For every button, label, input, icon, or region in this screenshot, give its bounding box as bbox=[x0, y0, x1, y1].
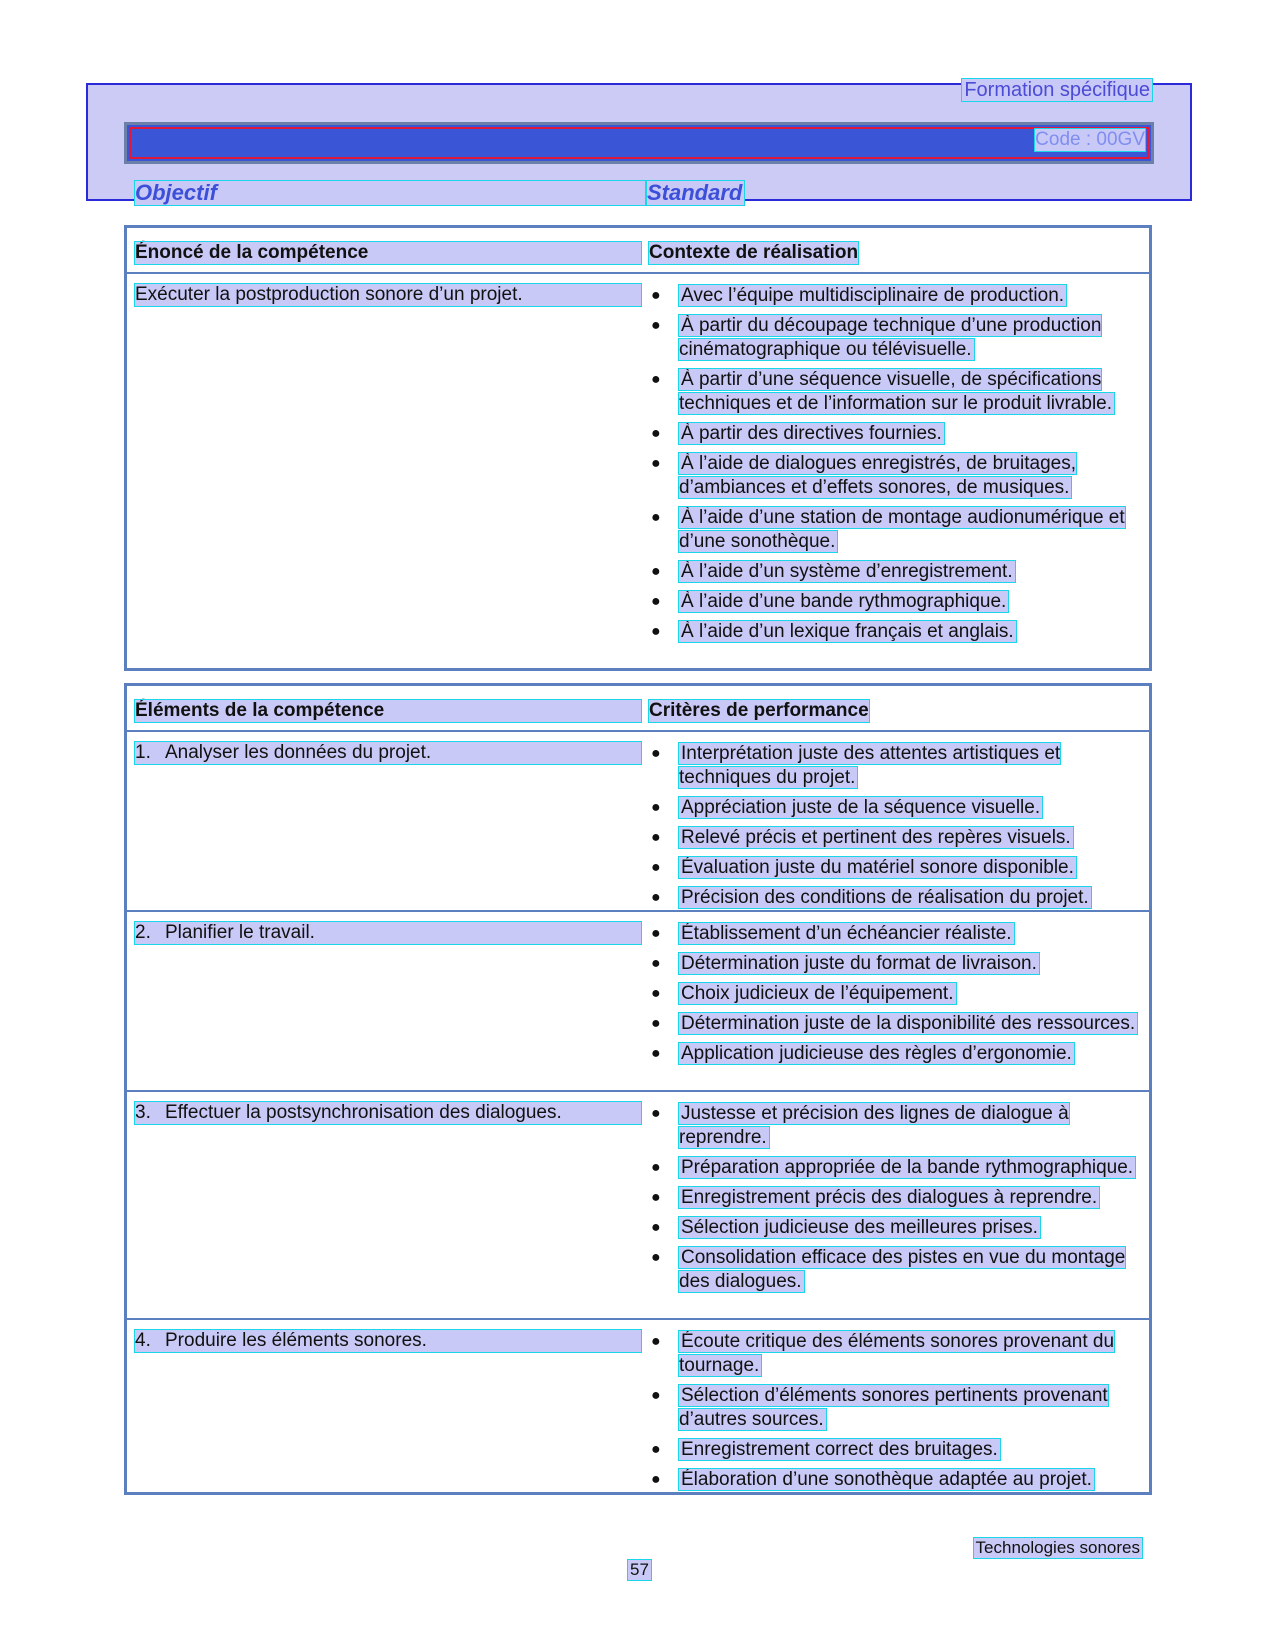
list-item: ● À l’aide d’un système d’enregistrement. bbox=[651, 561, 1013, 582]
bullet-icon: ● bbox=[651, 1189, 661, 1206]
element-text: 1. Analyser les données du projet. bbox=[135, 742, 641, 764]
list-item: ● Interprétation juste des attentes artistiques et techniques du projet. bbox=[651, 743, 1061, 788]
list-item: ● Précision des conditions de réalisation du projet. bbox=[651, 887, 1089, 908]
list-item: ● À l’aide d’un lexique français et anglais. bbox=[651, 621, 1014, 642]
bullet-icon: ● bbox=[651, 1015, 661, 1032]
list-item: ● À l’aide de dialogues enregistrés, de bruitages, d’ambiances et d’effets sonores, de musiques. bbox=[651, 453, 1077, 498]
bullet-icon: ● bbox=[651, 317, 661, 334]
list-item: ● À partir d’une séquence visuelle, de spécifications techniques et de l’information sur le produit livrable. bbox=[651, 369, 1113, 414]
elements-box bbox=[124, 683, 1152, 1495]
bullet-icon: ● bbox=[651, 925, 661, 942]
list-item: ● Justesse et précision des lignes de dialogue à reprendre. bbox=[651, 1103, 1069, 1148]
bullet-icon: ● bbox=[651, 1159, 661, 1176]
bullet-icon: ● bbox=[651, 745, 661, 762]
list-item: ● Préparation appropriée de la bande rythmographique. bbox=[651, 1157, 1134, 1178]
list-item: ● Écoute critique des éléments sonores provenant du tournage. bbox=[651, 1331, 1115, 1376]
list-item: ● Application judicieuse des règles d’ergonomie. bbox=[651, 1043, 1072, 1064]
list-item: ● À l’aide d’une bande rythmographique. bbox=[651, 591, 1007, 612]
list-item: ● Relevé précis et pertinent des repères visuels. bbox=[651, 827, 1071, 848]
bullet-icon: ● bbox=[651, 1105, 661, 1122]
list-item: ● À partir du découpage technique d’une production cinématographique ou télévisuelle. bbox=[651, 315, 1102, 360]
competence-header bbox=[127, 228, 1149, 274]
competence-row bbox=[127, 274, 1149, 668]
list-item: ● Sélection judicieuse des meilleures prises. bbox=[651, 1217, 1038, 1238]
list-item: ● Avec l’équipe multidisciplinaire de production. bbox=[651, 285, 1065, 306]
bullet-icon: ● bbox=[651, 859, 661, 876]
list-item: ● À l’aide d’une station de montage audionumérique et d’une sonothèque. bbox=[651, 507, 1125, 552]
bullet-icon: ● bbox=[651, 799, 661, 816]
bullet-icon: ● bbox=[651, 985, 661, 1002]
bullet-icon: ● bbox=[651, 889, 661, 906]
bullet-icon: ● bbox=[651, 563, 661, 580]
list-item: ● Détermination juste de la disponibilité des ressources. bbox=[651, 1013, 1136, 1034]
element-text: 3. Effectuer la postsynchronisation des dialogues. bbox=[135, 1102, 641, 1124]
list-item: ● Appréciation juste de la séquence visuelle. bbox=[651, 797, 1041, 818]
elements-header bbox=[127, 686, 1149, 732]
list-item: ● Consolidation efficace des pistes en vue du montage des dialogues. bbox=[651, 1247, 1126, 1292]
list-item: ● Détermination juste du format de livraison. bbox=[651, 953, 1037, 974]
competence-heading: Énoncé de la compétence bbox=[135, 242, 641, 264]
code-bar bbox=[124, 122, 1154, 164]
list-item: ● Évaluation juste du matériel sonore disponible. bbox=[651, 857, 1074, 878]
bullet-icon: ● bbox=[651, 509, 661, 526]
list-item: ● À partir des directives fournies. bbox=[651, 423, 942, 444]
element-text: 2. Planifier le travail. bbox=[135, 922, 641, 944]
context-heading: Contexte de réalisation bbox=[649, 242, 859, 263]
bullet-icon: ● bbox=[651, 1045, 661, 1062]
bullet-icon: ● bbox=[651, 455, 661, 472]
formation-label: Formation spécifique bbox=[964, 79, 1150, 101]
competence-box bbox=[124, 225, 1152, 671]
element-row-3 bbox=[127, 1092, 1149, 1320]
bullet-icon: ● bbox=[651, 623, 661, 640]
element-row-2 bbox=[127, 912, 1149, 1092]
page-number: 57 bbox=[630, 1560, 649, 1579]
bullet-icon: ● bbox=[651, 1333, 661, 1350]
footer-program: Technologies sonores bbox=[975, 1538, 1140, 1557]
bullet-icon: ● bbox=[651, 1387, 661, 1404]
element-row-4 bbox=[127, 1320, 1149, 1492]
list-item: ● Établissement d’un échéancier réaliste. bbox=[651, 923, 1012, 944]
criteria-heading: Critères de performance bbox=[649, 700, 869, 721]
list-item: ● Choix judicieux de l’équipement. bbox=[651, 983, 954, 1004]
objectif-title: Objectif bbox=[135, 181, 645, 205]
program-code: Code : 00GV bbox=[1035, 129, 1145, 150]
elements-heading: Éléments de la compétence bbox=[135, 700, 641, 722]
bullet-icon: ● bbox=[651, 287, 661, 304]
list-item: ● Enregistrement précis des dialogues à reprendre. bbox=[651, 1187, 1098, 1208]
element-row-1 bbox=[127, 732, 1149, 912]
bullet-icon: ● bbox=[651, 1249, 661, 1266]
list-item: ● Sélection d’éléments sonores pertinents provenant d’autres sources. bbox=[651, 1385, 1108, 1430]
standard-title: Standard bbox=[647, 180, 743, 205]
list-item: ● Élaboration d’une sonothèque adaptée au projet. bbox=[651, 1469, 1092, 1490]
code-bar-border bbox=[129, 127, 1149, 159]
bullet-icon: ● bbox=[651, 593, 661, 610]
list-item: ● Enregistrement correct des bruitages. bbox=[651, 1439, 998, 1460]
bullet-icon: ● bbox=[651, 955, 661, 972]
bullet-icon: ● bbox=[651, 371, 661, 388]
bullet-icon: ● bbox=[651, 1219, 661, 1236]
competence-statement: Exécuter la postproduction sonore d’un projet. bbox=[135, 284, 641, 306]
bullet-icon: ● bbox=[651, 1471, 661, 1488]
context-list bbox=[127, 274, 1149, 644]
bullet-icon: ● bbox=[651, 1441, 661, 1458]
bullet-icon: ● bbox=[651, 829, 661, 846]
element-text: 4. Produire les éléments sonores. bbox=[135, 1330, 641, 1352]
bullet-icon: ● bbox=[651, 425, 661, 442]
